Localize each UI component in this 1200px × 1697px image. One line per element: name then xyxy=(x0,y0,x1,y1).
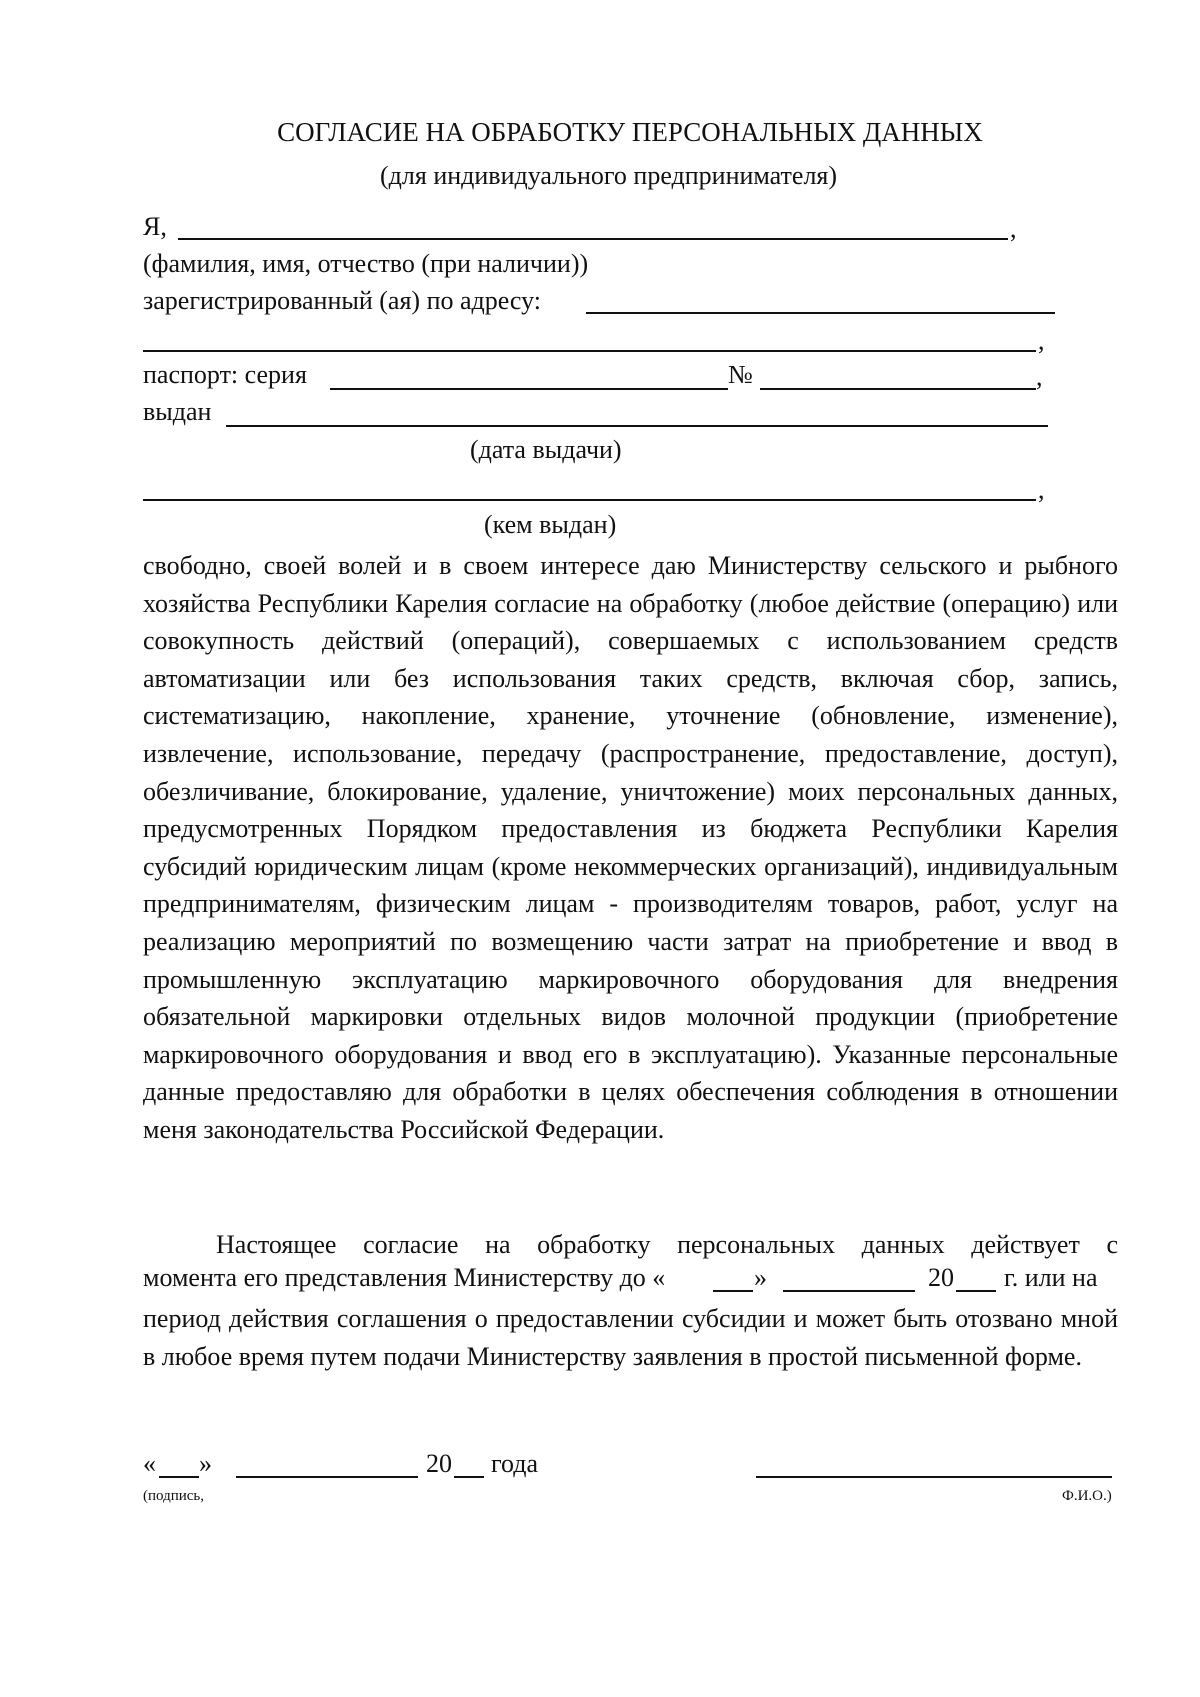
fio-caption: (фамилия, имя, отчество (при наличии)) xyxy=(143,249,589,278)
address-comma: , xyxy=(1038,326,1045,355)
validity-close-quote: » xyxy=(754,1263,767,1292)
validity-paragraph-line-1: Настоящее согласие на обработку персональных данных действует с xyxy=(216,1230,1118,1259)
validity-year-line xyxy=(956,1290,996,1292)
address-fill-line xyxy=(586,312,1055,314)
passport-number-line xyxy=(760,388,1036,390)
signature-line xyxy=(756,1476,1112,1478)
address-label: зарегистрированный (ая) по адресу: xyxy=(143,286,542,315)
passport-number-sign: № xyxy=(728,360,753,389)
validity-year-prefix: 20 xyxy=(928,1263,954,1292)
validity-until-text: момента его представления Министерству до « xyxy=(143,1263,666,1292)
sign-day-line xyxy=(159,1476,199,1478)
consent-paragraph: свободно, своей волей и в своем интересе даю Министерству сельского и рыбного хозяйства Республики Карелия согласие на обработку (любое действие (операцию) или совокупность действий (операций), совершаемых с использованием средств автоматизации или без использования таких средств, включая сбор, запись, систематизацию, накопление, хранение, уточнение (обновление, изменение), извлечение, использование, передачу (распространение, предоставление, доступ), обезличивание, блокирование, удаление, уничтожение) моих персональных данных, предусмотренных Порядком предоставления из бюджета Республики Карелия субсидий юридическим лицам (кроме некоммерческих организаций), индивидуальным предпринимателям, физическим лицам - производителям товаров, работ, услуг на реализацию мероприятий по возмещению части затрат на приобретение и ввод в промышленную эксплуатацию маркировочного оборудования для внедрения обязательной маркировки отдельных видов молочной продукции (приобретение маркировочного оборудования и ввод его в эксплуатацию). Указанные персональные данные предоставляю для обработки в целях обеспечения соблюдения в отношении меня законодательства Российской Федерации. xyxy=(143,551,1118,1144)
validity-month-line xyxy=(783,1290,915,1292)
issued-by-comma: , xyxy=(1038,475,1045,504)
issue-date-caption: (дата выдачи) xyxy=(470,435,622,464)
sign-month-line xyxy=(236,1476,418,1478)
document-subtitle: (для индивидуального предпринимателя) xyxy=(380,161,838,190)
sign-open-quote: « xyxy=(143,1449,156,1478)
sign-caption-right: Ф.И.О.) xyxy=(1062,1488,1112,1504)
fio-comma: , xyxy=(1010,214,1017,243)
validity-year-suffix: г. или на xyxy=(1004,1263,1098,1292)
sign-year-line xyxy=(454,1476,484,1478)
issued-by-caption: (кем выдан) xyxy=(484,510,617,539)
issued-label: выдан xyxy=(143,397,212,426)
issued-date-line xyxy=(226,425,1048,427)
sign-caption-left: (подпись, xyxy=(143,1488,205,1504)
sign-year-prefix: 20 xyxy=(426,1449,452,1478)
sign-year-suffix: года xyxy=(491,1449,539,1478)
passport-label: паспорт: серия xyxy=(143,360,307,389)
issued-by-line xyxy=(143,499,1036,501)
ya-label: Я, xyxy=(143,212,167,241)
passport-series-line xyxy=(330,388,728,390)
sign-close-quote: » xyxy=(199,1449,212,1478)
validity-paragraph-rest: период действия соглашения о предоставлении субсидии и может быть отозвано мной в любое время путем подачи Министерству заявления в простой письменной форме. xyxy=(143,1304,1118,1371)
address-fill-line-2 xyxy=(143,350,1036,352)
validity-day-line xyxy=(713,1290,753,1292)
fio-fill-line xyxy=(178,238,1008,240)
document-title: СОГЛАСИЕ НА ОБРАБОТКУ ПЕРСОНАЛЬНЫХ ДАННЫХ xyxy=(277,117,983,147)
passport-comma: , xyxy=(1036,362,1043,391)
